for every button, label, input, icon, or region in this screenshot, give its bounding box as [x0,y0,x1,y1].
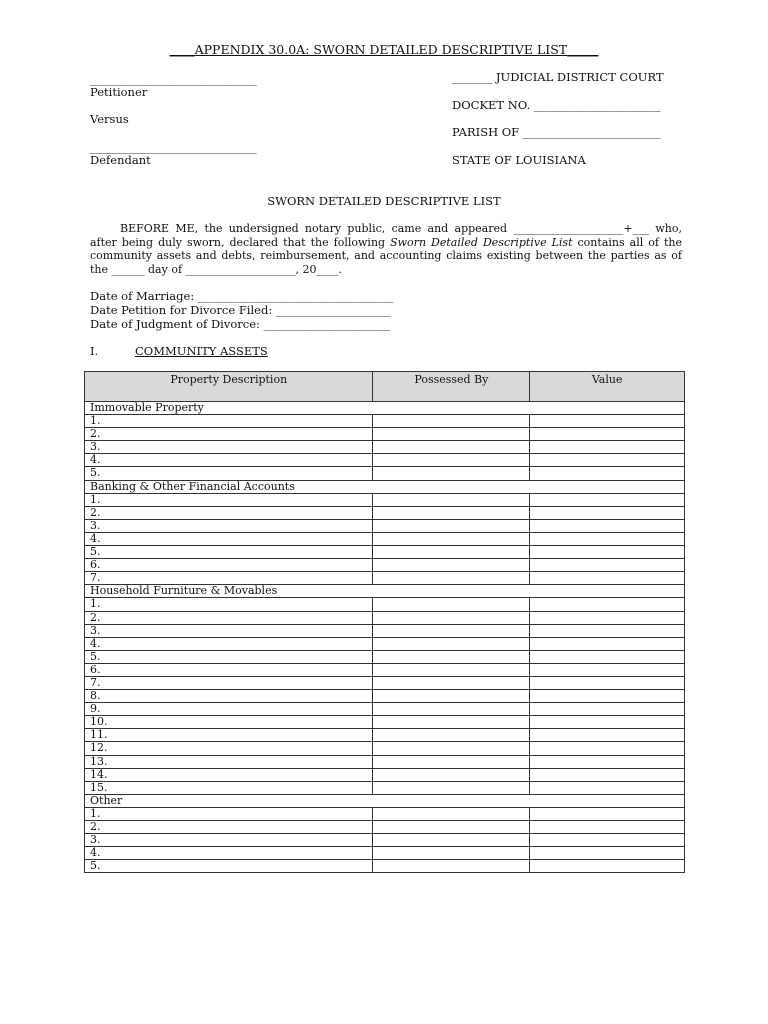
parish-field[interactable]: PARISH OF ________________________ [452,125,661,139]
table-row [85,415,685,428]
table-row [85,781,685,794]
table-row [85,742,685,755]
row-possessed-by-cell[interactable] [373,624,530,637]
date-judgment[interactable]: Date of Judgment of Divorce: ______________________ [90,317,391,331]
row-description-cell[interactable]: 12. [85,742,373,755]
row-description-cell[interactable]: 7. [85,572,373,585]
section-label: Banking & Other Financial Accounts [85,480,685,493]
table-row [85,454,685,467]
row-possessed-by-cell[interactable] [373,637,530,650]
row-description-cell[interactable]: 1. [85,807,373,820]
row-description-cell[interactable]: 6. [85,663,373,676]
table-row [85,834,685,847]
section-label: Household Furniture & Movables [85,585,685,598]
list-heading: SWORN DETAILED DESCRIPTIVE LIST [267,194,501,208]
row-possessed-by-cell[interactable] [373,454,530,467]
row-possessed-by-cell[interactable] [373,532,530,545]
row-value-cell[interactable] [530,415,685,428]
section-label: Other [85,794,685,807]
paragraph-part1: BEFORE ME, the undersigned notary public, came and appeared ____________________+___ who, after being duly sworn, declared that the following [90,222,682,249]
paragraph-part2: contains all of the community assets and debts, reimbursement, and accounting claims existing between the parties as of the ______ day of ____________________, 20____. [90,235,682,276]
table-row [85,572,685,585]
row-description-cell[interactable]: 2. [85,821,373,834]
row-description-cell[interactable]: 5. [85,467,373,480]
section-row [85,794,685,807]
row-value-cell[interactable] [530,821,685,834]
row-value-cell[interactable] [530,546,685,559]
row-description-cell[interactable]: 5. [85,546,373,559]
row-value-cell[interactable] [530,716,685,729]
row-value-cell[interactable] [530,663,685,676]
title-suffix: _____ [567,42,599,57]
row-value-cell[interactable] [530,467,685,480]
table-row [85,624,685,637]
row-possessed-by-cell[interactable] [373,559,530,572]
row-possessed-by-cell[interactable] [373,781,530,794]
row-value-cell[interactable] [530,676,685,689]
date-petition-filed[interactable]: Date Petition for Divorce Filed: ____________________ [90,303,391,317]
petitioner-blank[interactable]: _____________________________ [90,72,257,86]
row-value-cell[interactable] [530,598,685,611]
table-row [85,821,685,834]
section-number: I. [90,344,99,358]
header-possessed-by: Possessed By [373,372,530,402]
row-value-cell[interactable] [530,637,685,650]
section-label: Immovable Property [85,402,685,415]
row-description-cell[interactable]: 1. [85,493,373,506]
row-value-cell[interactable] [530,572,685,585]
row-description-cell[interactable]: 5. [85,860,373,873]
row-description-cell[interactable]: 11. [85,729,373,742]
row-value-cell[interactable] [530,768,685,781]
table-row [85,768,685,781]
title-text: APPENDIX 30.0A: SWORN DETAILED DESCRIPTIVE LIST [194,42,568,57]
row-possessed-by-cell[interactable] [373,729,530,742]
row-description-cell[interactable]: 7. [85,676,373,689]
row-possessed-by-cell[interactable] [373,690,530,703]
row-description-cell[interactable]: 3. [85,834,373,847]
row-value-cell[interactable] [530,493,685,506]
row-possessed-by-cell[interactable] [373,742,530,755]
header-value: Value [530,372,685,402]
row-value-cell[interactable] [530,624,685,637]
table-row [85,467,685,480]
row-description-cell[interactable]: 4. [85,532,373,545]
table-row [85,559,685,572]
row-description-cell[interactable]: 4. [85,847,373,860]
row-possessed-by-cell[interactable] [373,650,530,663]
row-possessed-by-cell[interactable] [373,716,530,729]
row-value-cell[interactable] [530,519,685,532]
table-row [85,650,685,663]
row-value-cell[interactable] [530,428,685,441]
row-possessed-by-cell[interactable] [373,546,530,559]
court-field[interactable]: _______ JUDICIAL DISTRICT COURT [452,70,664,84]
affidavit-paragraph [90,222,682,276]
table-row [85,532,685,545]
row-possessed-by-cell[interactable] [373,506,530,519]
row-possessed-by-cell[interactable] [373,663,530,676]
row-possessed-by-cell[interactable] [373,847,530,860]
table-row [85,611,685,624]
section-title: COMMUNITY ASSETS [135,344,268,358]
row-value-cell[interactable] [530,703,685,716]
petitioner-label: Petitioner [90,85,148,99]
row-value-cell[interactable] [530,441,685,454]
row-possessed-by-cell[interactable] [373,807,530,820]
row-value-cell[interactable] [530,807,685,820]
row-possessed-by-cell[interactable] [373,598,530,611]
row-value-cell[interactable] [530,454,685,467]
assets-table-body [85,402,685,873]
row-description-cell[interactable]: 8. [85,690,373,703]
paragraph-italic: Sworn Detailed Descriptive List [390,235,573,249]
versus-label: Versus [90,112,129,126]
row-possessed-by-cell[interactable] [373,415,530,428]
table-row [85,807,685,820]
row-description-cell[interactable]: 2. [85,611,373,624]
row-possessed-by-cell[interactable] [373,467,530,480]
row-value-cell[interactable] [530,860,685,873]
row-possessed-by-cell[interactable] [373,768,530,781]
document-title [0,42,768,57]
row-value-cell[interactable] [530,742,685,755]
section-row [85,480,685,493]
row-value-cell[interactable] [530,506,685,519]
row-description-cell[interactable]: 4. [85,454,373,467]
defendant-label: Defendant [90,153,151,167]
row-possessed-by-cell[interactable] [373,519,530,532]
table-row [85,637,685,650]
row-description-cell[interactable]: 4. [85,637,373,650]
row-possessed-by-cell[interactable] [373,428,530,441]
table-row [85,506,685,519]
row-value-cell[interactable] [530,834,685,847]
row-value-cell[interactable] [530,650,685,663]
row-possessed-by-cell[interactable] [373,821,530,834]
community-assets-table [84,371,685,873]
table-row [85,428,685,441]
row-description-cell[interactable]: 2. [85,428,373,441]
row-value-cell[interactable] [530,729,685,742]
row-description-cell[interactable]: 6. [85,559,373,572]
row-possessed-by-cell[interactable] [373,676,530,689]
section-row [85,585,685,598]
row-possessed-by-cell[interactable] [373,703,530,716]
row-value-cell[interactable] [530,781,685,794]
row-description-cell[interactable]: 3. [85,441,373,454]
defendant-blank[interactable]: _____________________________ [90,140,257,154]
row-description-cell[interactable]: 14. [85,768,373,781]
table-row [85,716,685,729]
row-value-cell[interactable] [530,847,685,860]
date-of-marriage[interactable]: Date of Marriage: __________________________________ [90,289,394,303]
row-description-cell[interactable]: 3. [85,519,373,532]
row-possessed-by-cell[interactable] [373,860,530,873]
row-description-cell[interactable]: 15. [85,781,373,794]
table-row [85,676,685,689]
row-possessed-by-cell[interactable] [373,611,530,624]
row-description-cell[interactable]: 1. [85,415,373,428]
row-possessed-by-cell[interactable] [373,834,530,847]
table-row [85,847,685,860]
title-prefix: ____ [169,42,195,57]
row-value-cell[interactable] [530,532,685,545]
row-value-cell[interactable] [530,559,685,572]
state-label: STATE OF LOUISIANA [452,153,586,167]
table-row [85,703,685,716]
table-row [85,860,685,873]
table-row [85,729,685,742]
header-property-description: Property Description [85,372,373,402]
table-row [85,598,685,611]
docket-field[interactable]: DOCKET NO. ______________________ [452,98,661,112]
row-description-cell[interactable]: 13. [85,755,373,768]
row-description-cell[interactable]: 5. [85,650,373,663]
table-row [85,663,685,676]
table-row [85,546,685,559]
row-possessed-by-cell[interactable] [373,572,530,585]
row-description-cell[interactable]: 10. [85,716,373,729]
row-description-cell[interactable]: 1. [85,598,373,611]
row-possessed-by-cell[interactable] [373,493,530,506]
row-description-cell[interactable]: 2. [85,506,373,519]
table-row [85,519,685,532]
row-value-cell[interactable] [530,611,685,624]
row-description-cell[interactable]: 3. [85,624,373,637]
table-row [85,755,685,768]
row-possessed-by-cell[interactable] [373,755,530,768]
table-row [85,690,685,703]
row-possessed-by-cell[interactable] [373,441,530,454]
table-row [85,441,685,454]
row-description-cell[interactable]: 9. [85,703,373,716]
table-row [85,493,685,506]
row-value-cell[interactable] [530,690,685,703]
section-row [85,402,685,415]
row-value-cell[interactable] [530,755,685,768]
